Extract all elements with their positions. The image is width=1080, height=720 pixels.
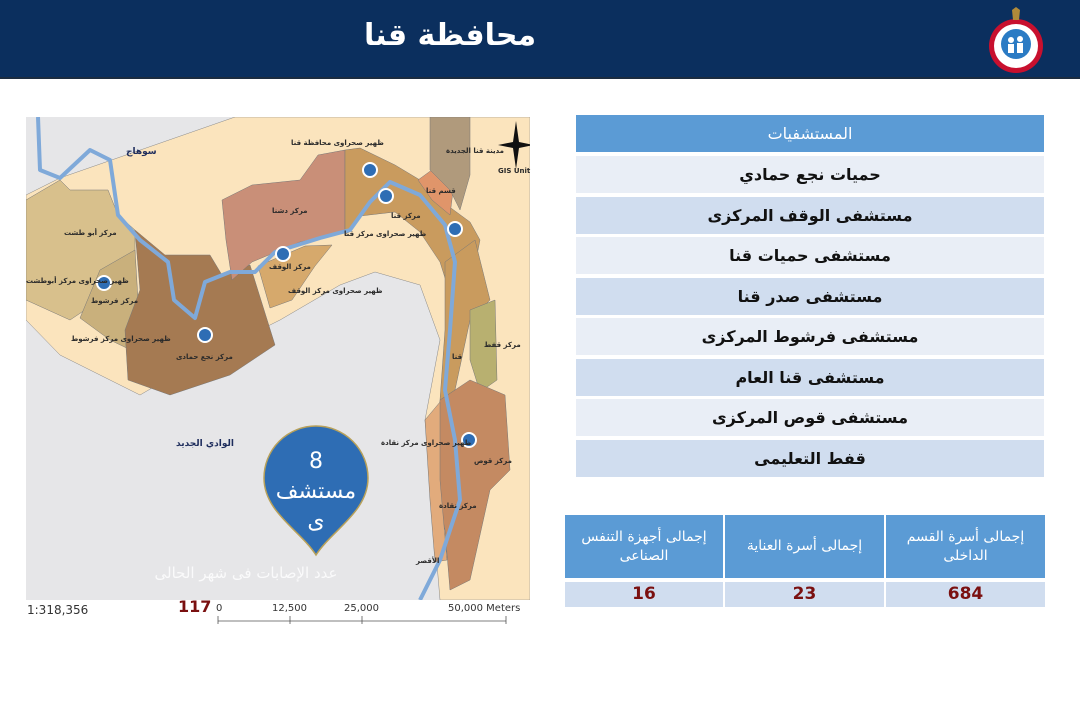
hospital-marker <box>448 222 462 236</box>
map-label: ظهير صحراوى مركز فرشوط <box>71 335 171 343</box>
hospital-count: 8 <box>309 449 323 474</box>
map-label: ظهير صحراوى مركز قنا <box>344 230 427 238</box>
stat-value-icu-beds: 23 <box>725 582 884 607</box>
pin-line-2: ى <box>307 509 325 534</box>
stat-value-ventilators: 16 <box>565 582 723 607</box>
hospital-marker <box>276 247 290 261</box>
map-label: مركز نجع حمادى <box>176 353 233 361</box>
map-label: قسم قنا <box>426 187 456 195</box>
hospitals-table <box>576 115 1044 480</box>
hospital-row: مستشفى الوقف المركزى <box>576 197 1044 234</box>
map-label: GIS Unit <box>498 167 531 175</box>
pin-line-1: مستشف <box>275 479 357 504</box>
injuries-value: 117 <box>178 597 212 616</box>
hospital-row: مستشفى قنا العام <box>576 359 1044 396</box>
map-label: الوادي الجديد <box>176 439 234 449</box>
map-label: سوهاج <box>126 147 157 157</box>
injuries-caption: عدد الإصابات فى شهر الحالى <box>154 564 338 582</box>
hospital-row: مستشفى فرشوط المركزى <box>576 318 1044 355</box>
hospital-marker <box>198 328 212 342</box>
scale-tick: 0 <box>216 603 223 614</box>
map-label: ظهير صحراوى مركز نقادة <box>381 439 472 447</box>
scale-tick: 25,000 <box>344 603 379 614</box>
map-label: مركز فرشوط <box>91 297 139 305</box>
map-label: مركز دشنا <box>272 207 308 215</box>
stat-header-inpatient-beds: إجمالى أسرة القسم الداخلى <box>886 515 1045 578</box>
capacity-stats-table <box>565 515 1045 607</box>
scale-tick: 50,000 Meters <box>448 603 521 614</box>
scale-tick: 12,500 <box>272 603 307 614</box>
hospital-row: قفط التعليمى <box>576 440 1044 477</box>
map-label: مركز قوص <box>474 457 512 465</box>
map-label: ظهير صحراوى محافظة قنا <box>291 139 384 147</box>
hospitals-table-header: المستشفيات <box>576 115 1044 152</box>
stat-header-icu-beds: إجمالى أسرة العناية <box>725 515 884 578</box>
stat-value-inpatient-beds: 684 <box>886 582 1045 607</box>
hospital-row: مستشفى قوص المركزى <box>576 399 1044 436</box>
map-label: الأقصر <box>416 557 440 565</box>
hospital-row: حميات نجع حمادي <box>576 156 1044 193</box>
map-label: ظهير صحراوى مركز أبوطشت <box>26 277 129 285</box>
pin-label <box>262 447 370 537</box>
ministry-of-health-logo-icon <box>985 6 1047 74</box>
map-label: مركز نقادة <box>439 502 477 510</box>
hospital-marker <box>363 163 377 177</box>
header-bar <box>0 0 1080 79</box>
scale-bar <box>216 600 536 626</box>
map-label: مركز الوقف <box>269 263 311 271</box>
map-label: مدينة قنا الجديدة <box>446 147 504 155</box>
map-label: مركز قنا <box>391 212 421 220</box>
map-label: مركز قفط <box>484 341 521 349</box>
map-label: ظهير صحراوى مركز الوقف <box>288 287 383 295</box>
map-label: قنا <box>452 353 463 361</box>
map-label: مركز أبو طشت <box>64 229 117 237</box>
stat-header-ventilators: إجمالى أجهزة التنفس الصناعى <box>565 515 723 578</box>
hospital-marker <box>379 189 393 203</box>
page-title: محافظة قنا <box>363 18 537 53</box>
governorate-map <box>26 117 530 600</box>
map-scale-ratio: 1:318,356 <box>27 603 89 617</box>
hospital-row: مستشفى حميات قنا <box>576 237 1044 274</box>
hospitals-list <box>576 156 1044 477</box>
hospital-row: مستشفى صدر قنا <box>576 278 1044 315</box>
